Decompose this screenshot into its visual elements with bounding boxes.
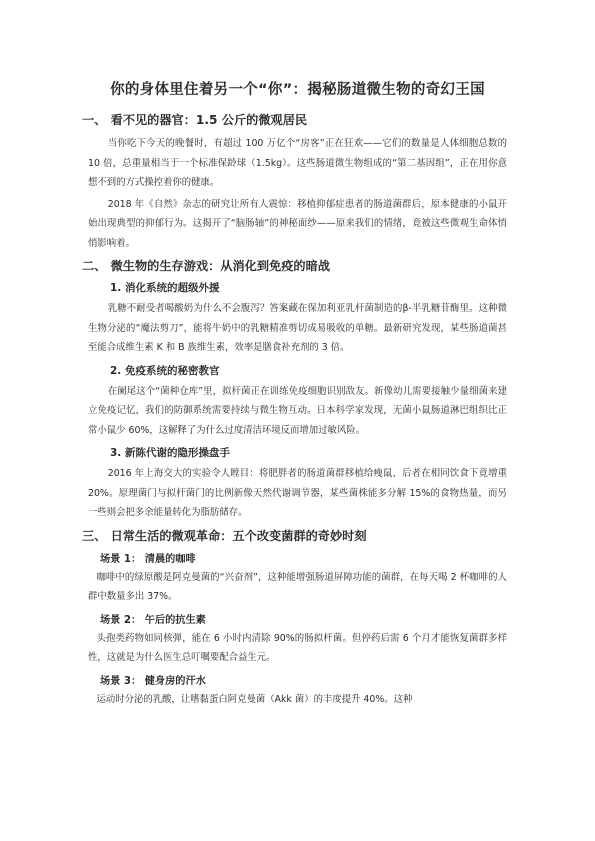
paragraph: 咖啡中的绿原酸是阿克曼菌的“兴奋剂”，这种能增强肠道屏障功能的菌群，在每天喝 2 杯咖啡的人群中数量多出 37%。 <box>88 571 507 602</box>
paragraph: 乳糖不耐受者喝酸奶为什么不会腹泻？答案藏在保加利亚乳杆菌制造的β-半乳糖苷酶里。这种微生物分泌的“魔法剪刀”，能将牛奶中的乳糖精准剪切成易吸收的单糖。最新研究发现，某些肠道菌甚至能合成维生素 K 和 B 族维生素，效率是膳食补充剂的 3 倍。 <box>88 303 507 353</box>
paragraph: 头孢类药物如同核弹，能在 6 小时内清除 90%的肠拟杆菌。但停药后需 6 个月才能恢复菌群多样性，这就是为什么医生总叮嘱要配合益生元。 <box>88 632 507 663</box>
paragraph: 当你吃下今天的晚餐时，有超过 100 万亿个“房客”正在狂欢——它们的数量是人体细胞总数的 10 倍，总重量相当于一个标准保龄球（1.5kg）。这些肠道微生物组成的“第二基因组”，正在用你意想不到的方式操控着你的健康。 <box>88 138 507 188</box>
paragraph: 在阑尾这个“菌种仓库”里，拟杆菌正在训练免疫细胞识别敌友。新像幼儿需要接触少量细菌来建立免疫记忆，我们的防御系统需要持续与微生物互动。日本科学家发现，无菌小鼠肠道淋巴组织比正常小鼠少 60%，这解释了为什么过度清洁环境反而增加过敏风险。 <box>88 385 507 436</box>
section-heading-1: 一、 看不见的器官：1.5 公斤的微观居民 <box>82 113 308 127</box>
page-title: 你的身体里住着另一个“你”：揭秘肠道微生物的奇幻王国 <box>110 82 485 98</box>
paragraph: 运动时分泌的乳酸，让嗜黏蛋白阿克曼菌（Akk 菌）的丰度提升 40%。这种 <box>96 693 413 705</box>
scene-heading: 场景 3： 健身房的汗水 <box>100 675 206 687</box>
subsection-heading: 1. 消化系统的超级外援 <box>110 282 220 294</box>
subsection-heading: 2. 免疫系统的秘密教官 <box>110 364 220 377</box>
scene-heading: 场景 2： 午后的抗生素 <box>100 614 206 626</box>
paragraph: 2016 年上海交大的实验令人瞠目：将肥胖者的肠道菌群移植给瘦鼠，后者在相同饮食下竟增重 20%。原理菌门与拟杆菌门的比例新像天然代谢调节器，某些菌株能多分解 15%的食物热量，而另一些则会把多余能量转化为脂肪储存。 <box>88 468 507 518</box>
section-heading-3: 三、 日常生活的微观革命：五个改变菌群的奇妙时刻 <box>82 528 367 543</box>
paragraph: 2018 年《自然》杂志的研究让所有人震惊：移植抑郁症患者的肠道菌群后，原本健康的小鼠开始出现典型的抑郁行为。这揭开了“脑肠轴”的神秘面纱——原来我们的情绪，竟被这些微观生命体悄悄影响着。 <box>88 198 507 249</box>
subsection-heading: 3. 新陈代谢的隐形操盘手 <box>110 447 230 459</box>
scene-heading: 场景 1： 清晨的咖啡 <box>100 553 196 565</box>
section-heading-2: 二、 微生物的生存游戏：从消化到免疫的暗战 <box>82 259 330 273</box>
